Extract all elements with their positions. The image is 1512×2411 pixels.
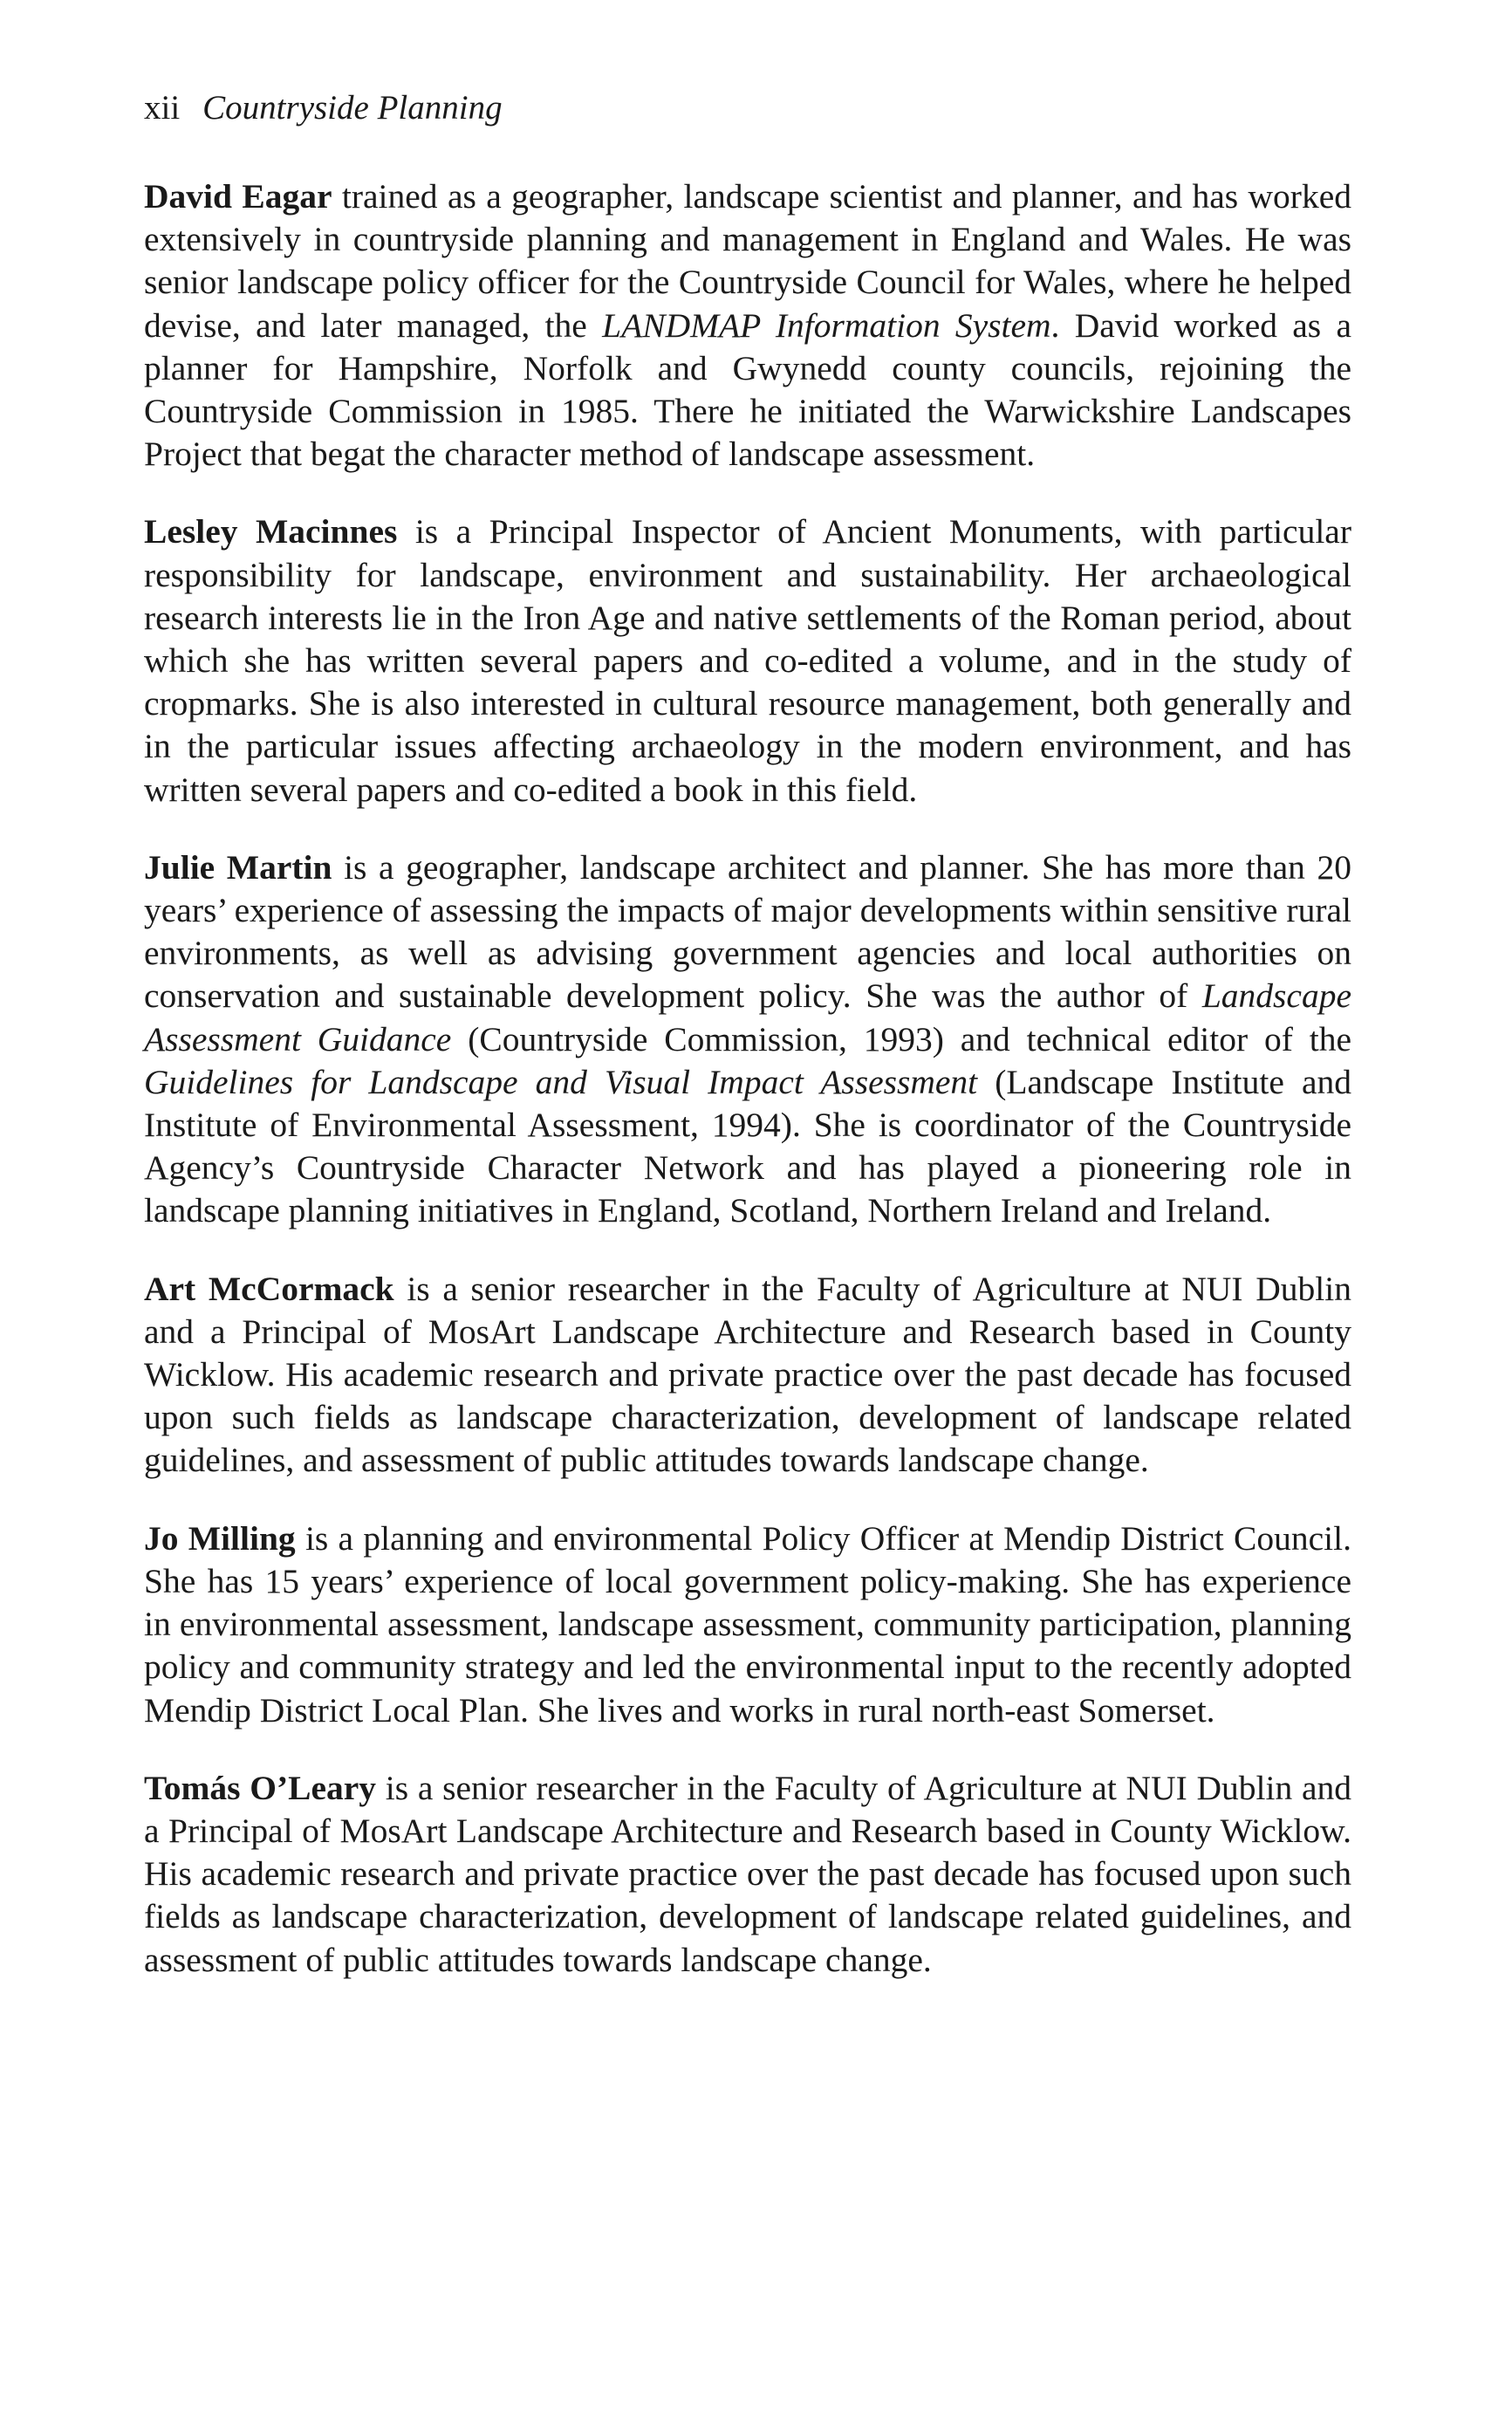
bio-tomas-oleary — [144, 1767, 1351, 1982]
contributor-name: Tomás O’Leary — [144, 1768, 377, 1807]
bio-text: (Landscape Institute and Institute of Environmental Assessment, 1994). She is coordinator of the Countryside Agency’s Countryside Character Network and has played a pioneering role in landscape planning initiatives in England, Scotland, Northern Ireland and Ireland. — [144, 1062, 1351, 1230]
bio-italic-title: Landscape Assessment Guidance — [144, 976, 1351, 1058]
contributor-name: Jo Milling — [144, 1518, 296, 1558]
bio-text: . David worked as a planner for Hampshire, Norfolk and Gwynedd county councils, rejoining the Countryside Commission in 1985. There he initiated the Warwickshire Landscapes Project that begat the character method of landscape assessment. — [144, 305, 1352, 474]
bio-italic-title: Guidelines for Landscape and Visual Impact Assessment — [144, 1062, 978, 1101]
contributor-name: Julie Martin — [144, 847, 332, 887]
bio-text: is a geographer, landscape architect and planner. She has more than 20 years’ experience of assessing the impacts of major developments within sensitive rural environments, as well as advising government agencies and local authorities on conservation and sustainable development policy. She was the author of — [144, 847, 1351, 1016]
page-number: xii — [144, 89, 181, 127]
contributor-name: David Eagar — [144, 177, 332, 216]
bio-julie-martin — [144, 846, 1351, 1233]
contributor-name: Lesley Macinnes — [144, 512, 398, 551]
bio-text: (Countryside Commission, 1993) and technical editor of the — [451, 1019, 1351, 1058]
bio-jo-milling — [144, 1517, 1351, 1732]
book-title: Countryside Planning — [202, 89, 503, 127]
contributor-name: Art McCormack — [144, 1269, 394, 1308]
running-head — [144, 87, 1351, 129]
bio-text: is a senior researcher in the Faculty of Agriculture at NUI Dublin and a Principal of MosArt Landscape Architecture and Research based in County Wicklow. His academic research and private practice over the past decade has focused upon such fields as landscape characterization, development of landscape related guidelines, and assessment of public attitudes towards landscape change. — [144, 1768, 1351, 1979]
bio-text: trained as a geographer, landscape scientist and planner, and has worked extensively in countryside planning and management in England and Wales. He was senior landscape policy officer for the Countryside Council for Wales, where he helped devise, and later managed, the — [144, 177, 1351, 345]
bio-david-eagar — [144, 175, 1351, 476]
bio-text: is a senior researcher in the Faculty of Agriculture at NUI Dublin and a Principal of MosArt Landscape Architecture and Research based in County Wicklow. His academic research and private practice over the past decade has focused upon such fields as landscape characterization, development of landscape related guidelines, and assessment of public attitudes towards landscape change. — [144, 1269, 1351, 1480]
bio-text: is a planning and environmental Policy Officer at Mendip District Council. She has 15 years’ experience of local government policy-making. She has experience in environmental assessment, landscape assessment, community participation, planning policy and community strategy and led the environmental input to the recently adopted Mendip District Local Plan. She lives and works in rural north-east Somerset. — [144, 1518, 1351, 1729]
bio-art-mccormack — [144, 1268, 1351, 1483]
bio-text: is a Principal Inspector of Ancient Monuments, with particular responsibility for landscape, environment and sustainability. Her archaeological research interests lie in the Iron Age and native settlements of the Roman period, about which she has written several papers and co-edited a volume, and in the study of cropmarks. She is also interested in cultural resource management, both generally and in the particular issues affecting archaeology in the modern environment, and has written several papers and co-edited a book in this field. — [144, 512, 1351, 809]
page — [144, 87, 1351, 2017]
bio-italic-title: LANDMAP Information System — [602, 305, 1051, 345]
bio-lesley-macinnes — [144, 510, 1351, 811]
